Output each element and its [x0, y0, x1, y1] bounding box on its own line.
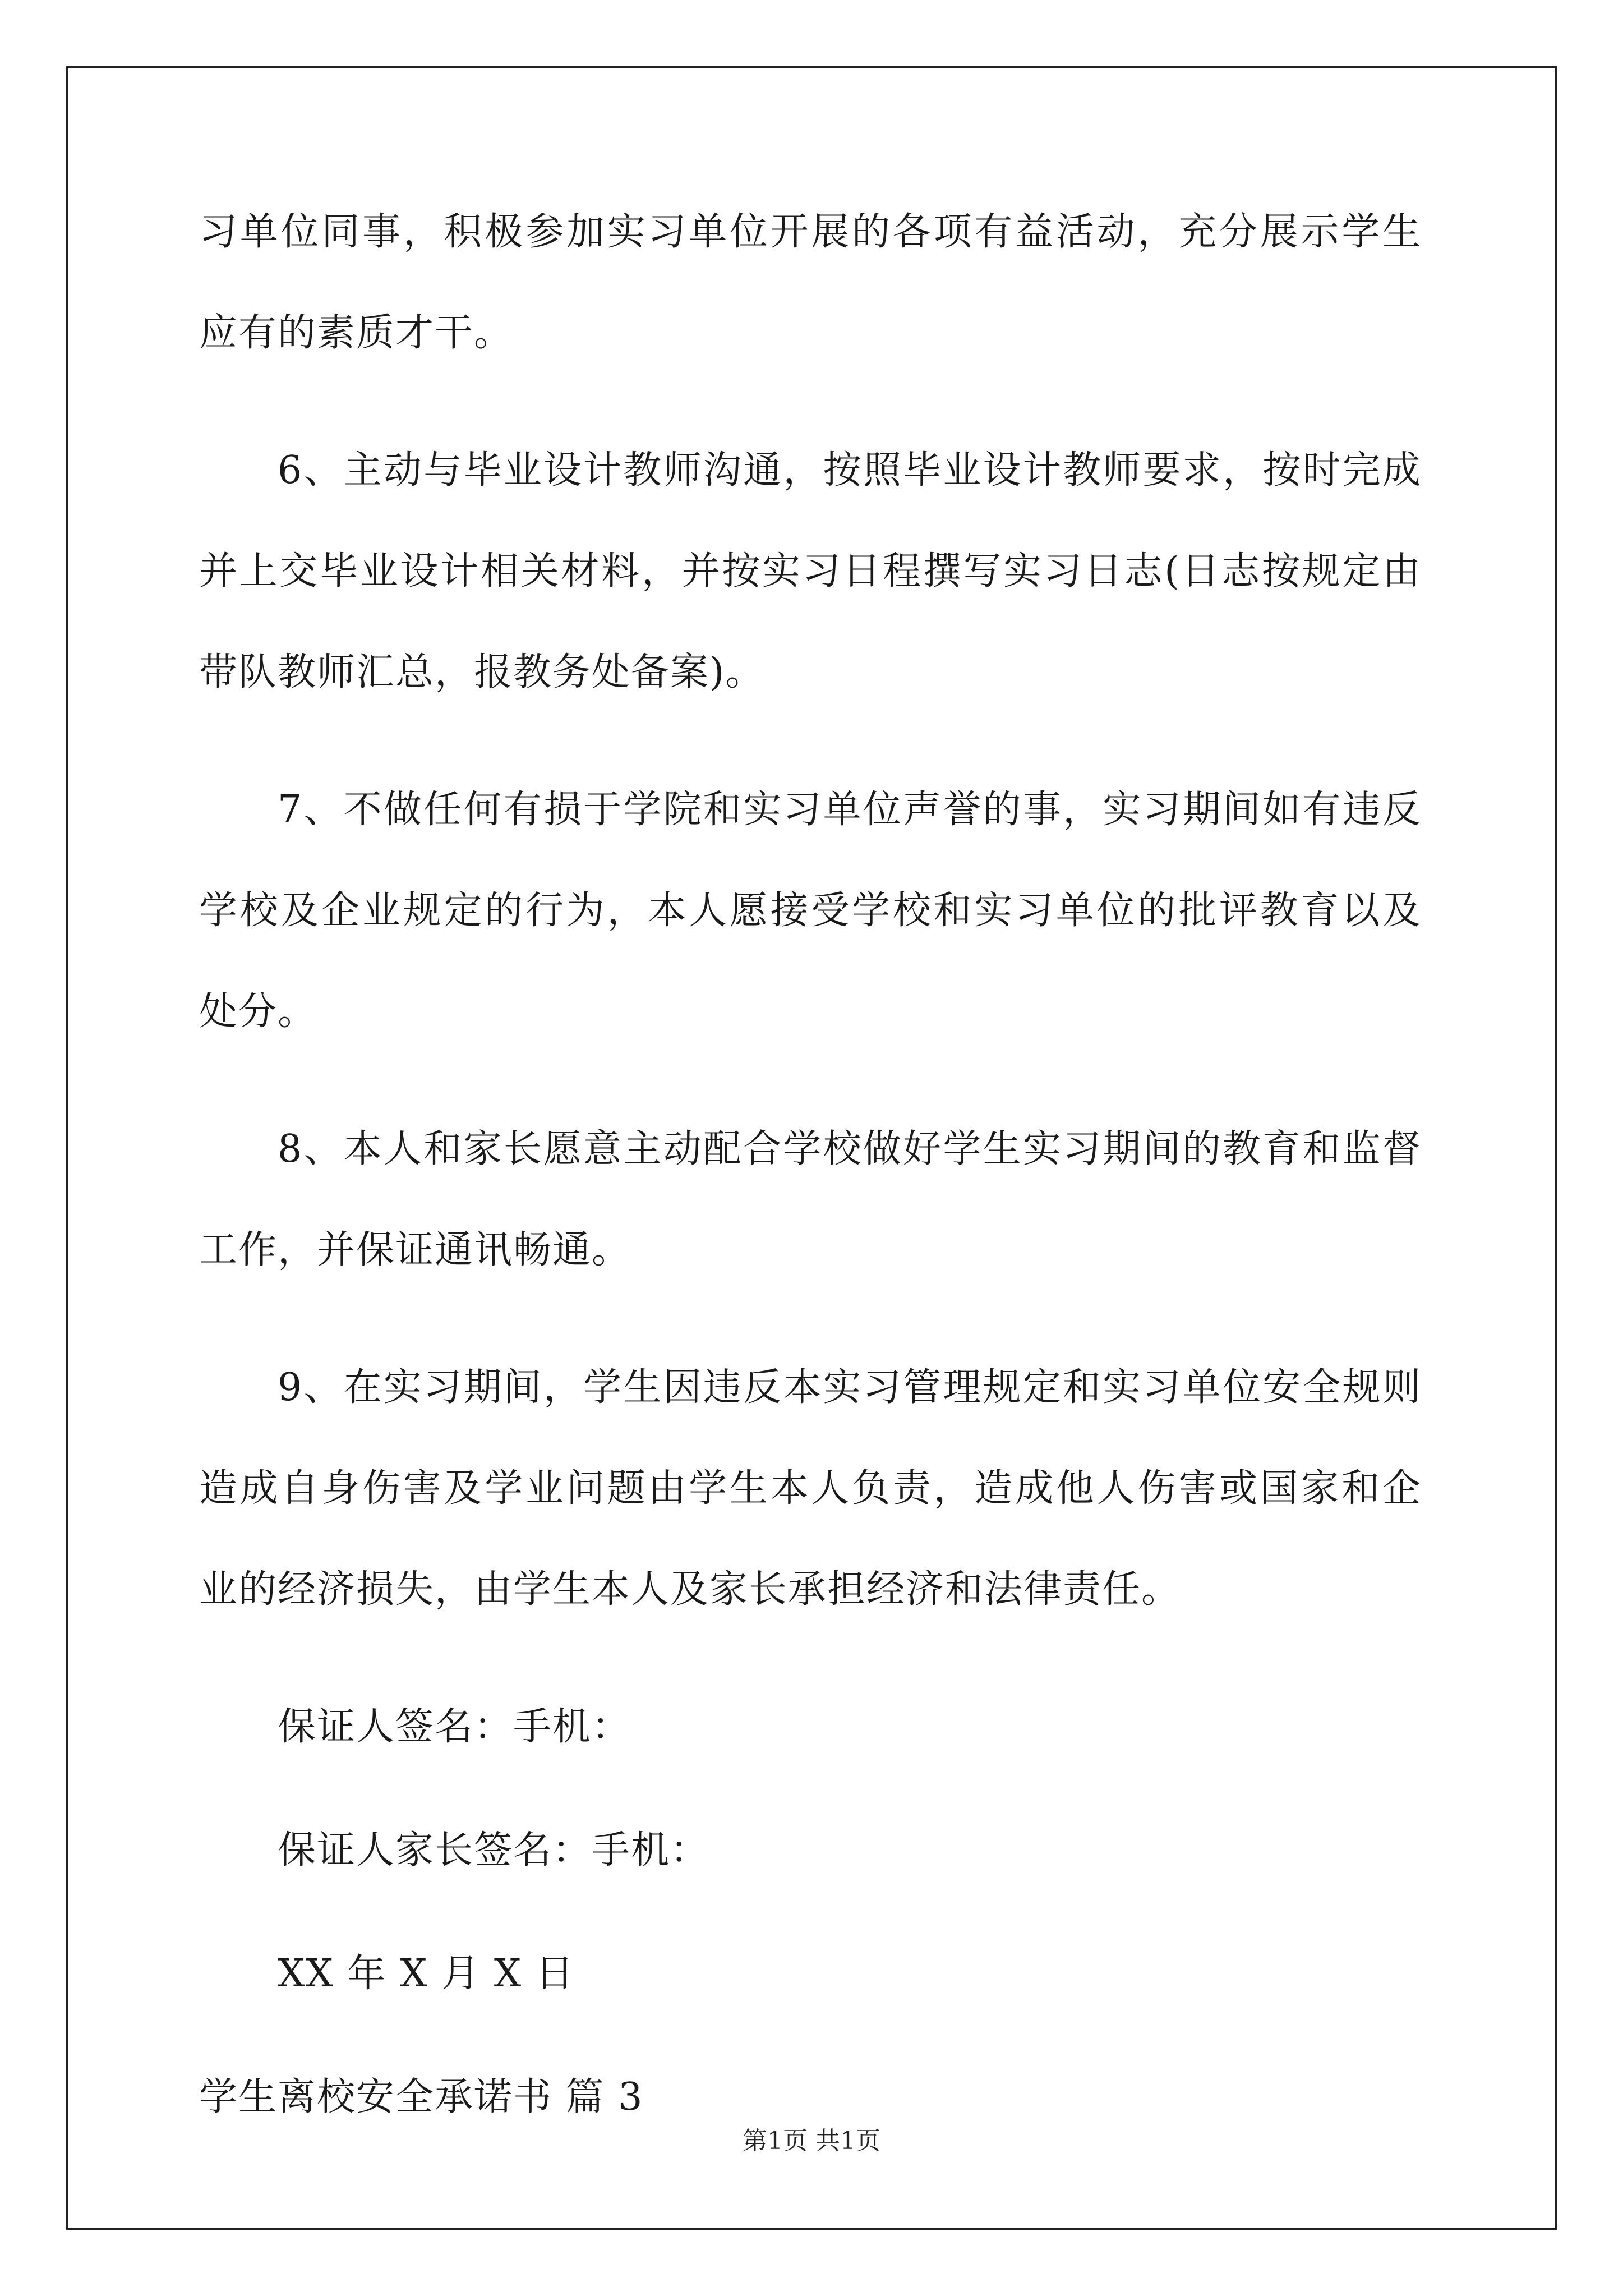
paragraph-7-start: 7、不做任何有损于学院和实习单位声誉的事，实习期间如有违反 [278, 788, 1422, 832]
parent-signature-line: 保证人家长签名：手机： [278, 1828, 710, 1872]
date-line: XX 年 X 月 X 日 [278, 1952, 575, 1996]
paragraph-8-start: 8、本人和家长愿意主动配合学校做好学生实习期间的教育和监督 [278, 1127, 1422, 1171]
text-line: 应有的素质才干。 [199, 311, 514, 355]
section-heading: 学生离校安全承诺书 篇 3 [199, 2075, 644, 2119]
text-line: 并上交毕业设计相关材料，并按实习日程撰写实习日志(日志按规定由 [199, 549, 1422, 593]
text-line: 习单位同事，积极参加实习单位开展的各项有益活动，充分展示学生 [199, 210, 1422, 254]
paragraph-9-start: 9、在实习期间，学生因违反本实习管理规定和实习单位安全规则 [278, 1365, 1422, 1410]
guarantor-signature-line: 保证人签名：手机： [278, 1705, 631, 1749]
text-line: 工作，并保证通讯畅通。 [199, 1228, 631, 1272]
text-line: 造成自身伤害及学业问题由学生本人负责，造成他人伤害或国家和企 [199, 1466, 1422, 1511]
text-line: 学校及企业规定的行为，本人愿接受学校和实习单位的批评教育以及 [199, 889, 1422, 933]
text-line: 带队教师汇总，报教务处备案)。 [199, 650, 765, 694]
text-line: 业的经济损失，由学生本人及家长承担经济和法律责任。 [199, 1567, 1181, 1612]
text-line: 处分。 [199, 990, 317, 1034]
page-footer: 第1页 共1页 [743, 2127, 880, 2155]
paragraph-6-start: 6、主动与毕业设计教师沟通，按照毕业设计教师要求，按时完成 [278, 448, 1422, 493]
